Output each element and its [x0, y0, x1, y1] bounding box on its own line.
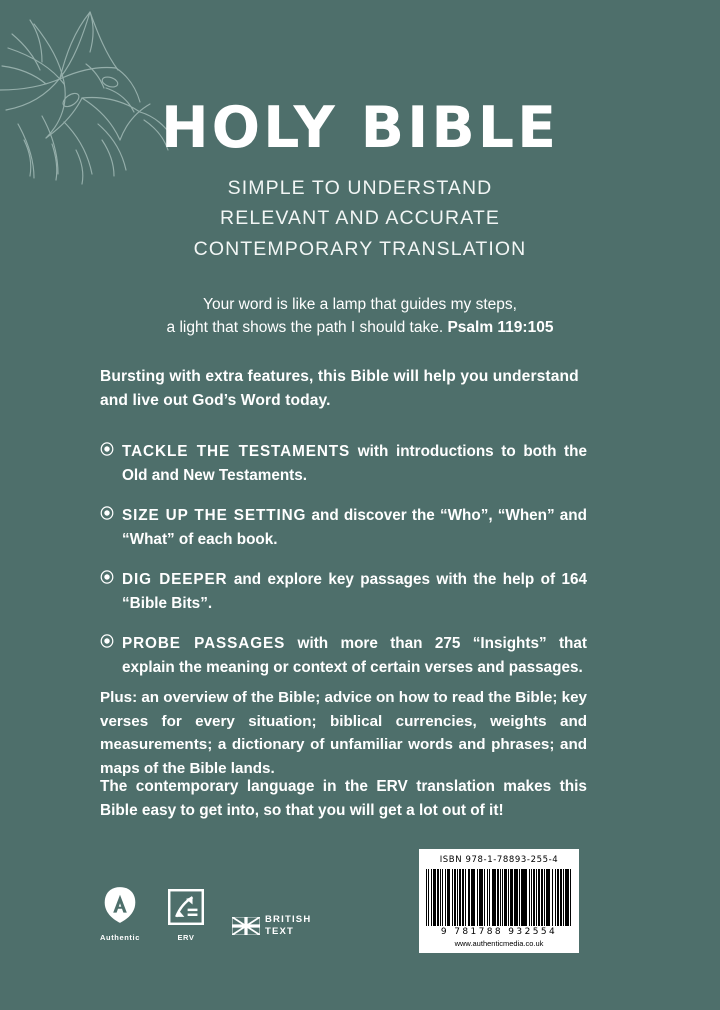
- british-text-logo: [232, 914, 311, 942]
- union-jack-icon: [232, 917, 260, 935]
- isbn-text: ISBN 978-1-78893-255-4: [439, 855, 559, 865]
- british-text-line-2: TEXT: [264, 926, 295, 938]
- feature-list: [100, 440, 587, 696]
- british-text-label: [265, 914, 311, 938]
- erv-mark-icon: [168, 889, 204, 925]
- feature-text: [122, 632, 587, 679]
- list-item: [100, 568, 587, 615]
- list-item: [100, 632, 587, 679]
- feature-text: [122, 440, 587, 487]
- feature-rest: and discover the “Who”, “When” and “What” of each book.: [122, 507, 587, 548]
- feature-text: [122, 568, 587, 615]
- logo-row: [100, 885, 311, 942]
- diamond-bullet-icon: [100, 506, 122, 520]
- authentic-mark-icon: [103, 885, 137, 925]
- diamond-bullet-icon: [100, 634, 122, 648]
- feature-rest: with introductions to both the Old and New Testaments.: [122, 443, 587, 484]
- plus-paragraph: Plus: an overview of the Bible; advice on how to read the Bible; key verses for every situation; biblical currencies, weights and measurements; a dictionary of unfamiliar words and phrases; and maps of the Bible lands.: [100, 689, 587, 777]
- diamond-bullet-icon: [100, 442, 122, 456]
- feature-lead: DIG DEEPER: [122, 571, 228, 589]
- verse-quote: [0, 294, 720, 339]
- title-block: [0, 95, 720, 339]
- verse-line-1: Your word is like a lamp that guides my steps,: [203, 296, 517, 314]
- subtitle-line-2: RELEVANT AND ACCURATE: [220, 207, 500, 230]
- erv-logo: [168, 889, 204, 942]
- list-item: [100, 504, 587, 551]
- authentic-logo: [100, 885, 140, 942]
- subtitle-line-3: CONTEMPORARY TRANSLATION: [193, 237, 527, 260]
- subtitle-line-1: SIMPLE TO UNDERSTAND: [227, 177, 493, 199]
- erv-logo-caption: ERV: [177, 933, 195, 942]
- page-title: HOLY BIBLE: [160, 95, 560, 161]
- barcode-digits: 9 781788 932554: [440, 927, 558, 937]
- british-text-line-1: BRITISH: [264, 914, 312, 926]
- barcode-block: [419, 849, 579, 953]
- authentic-logo-caption: Authentic: [100, 933, 140, 942]
- feature-lead: TACKLE THE TESTAMENTS: [122, 443, 351, 460]
- barcode-bars: [426, 869, 572, 926]
- feature-text: [122, 504, 587, 551]
- diamond-bullet-icon: [100, 570, 122, 584]
- intro-paragraph: Bursting with extra features, this Bible will help you understand and live out God’s Word today.: [100, 368, 579, 409]
- feature-lead: PROBE PASSAGES: [122, 635, 286, 653]
- verse-reference: Psalm 119:105: [447, 318, 554, 336]
- publisher-url: www.authenticmedia.co.uk: [454, 939, 544, 948]
- subtitle-block: [0, 173, 720, 264]
- closing-paragraph: The contemporary language in the ERV translation makes this Bible easy to get into, so that you will get a lot out of it!: [100, 778, 587, 819]
- feature-rest: with more than 275 “Insights” that explain the meaning or context of certain verses and passages.: [122, 635, 588, 676]
- verse-line-2: [0, 317, 720, 339]
- feature-rest: and explore key passages with the help of 164 “Bible Bits”.: [122, 571, 587, 612]
- verse-line-2-text: a light that shows the path I should take.: [166, 318, 444, 336]
- feature-lead: SIZE UP THE SETTING: [122, 507, 307, 525]
- list-item: [100, 440, 587, 487]
